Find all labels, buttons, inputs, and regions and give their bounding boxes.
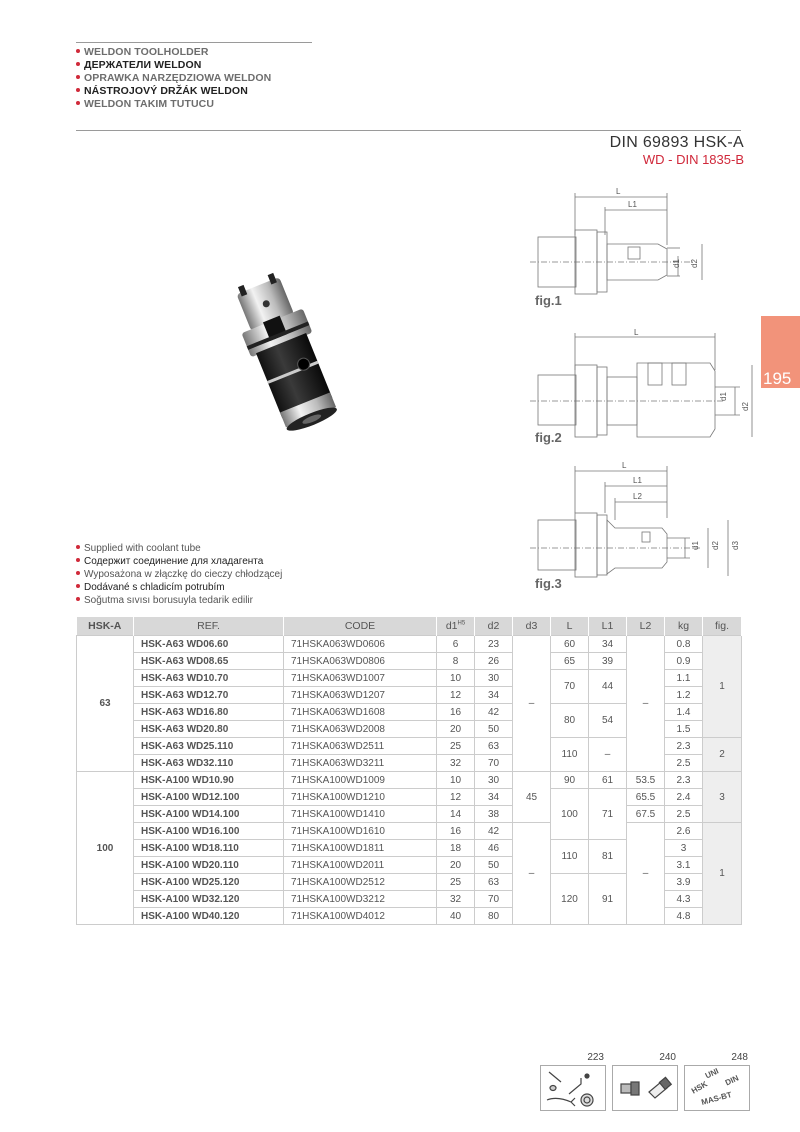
feature-list: [76, 542, 282, 607]
technical-drawing-fig2: [530, 325, 760, 445]
bullet-icon: [76, 545, 80, 549]
table-row: HSK-A63 WD20.80 71HSKA063WD2008 20 50 1.5: [77, 721, 742, 738]
table-row: HSK-A100 WD14.100 71HSKA100WD1410 14 38 67.5 2.5: [77, 806, 742, 823]
table-row: HSK-A100 WD40.120 71HSKA100WD4012 40 80 4.8: [77, 908, 742, 925]
bullet-icon: [76, 558, 80, 562]
tools-icon: [540, 1065, 606, 1111]
col-fig: fig.: [703, 617, 742, 636]
feature-tr: Soğutma sıvısı borusuyla tedarik edilir: [76, 594, 282, 607]
title-tr: WELDON TAKIM TUTUCU: [76, 98, 271, 111]
svg-text:d3: d3: [731, 541, 740, 550]
svg-text:d2: d2: [741, 402, 750, 411]
fig3-label: fig.3: [535, 576, 562, 591]
feature-ru: Содержит соединение для хладагента: [76, 555, 282, 568]
svg-text:d1: d1: [719, 392, 728, 401]
fig2-label: fig.2: [535, 430, 562, 445]
fig1-label: fig.1: [535, 293, 562, 308]
standard-heading: [610, 134, 744, 167]
table-row: HSK-A63 WD32.110 71HSKA063WD3211 32 70 2.5: [77, 755, 742, 772]
page-number-tab: [761, 316, 800, 388]
title-ru: ДЕРЖАТЕЛИ WELDON: [76, 59, 271, 72]
feature-pl: Wyposażona w złączkę do cieczy chłodzącej: [76, 568, 282, 581]
col-kg: kg: [665, 617, 703, 636]
title-cz: NÁSTROJOVÝ DRŽÁK WELDON: [76, 85, 271, 98]
dim-L: L: [634, 328, 639, 337]
header-rule: [76, 130, 741, 131]
table-row: HSK-A100 WD25.120 71HSKA100WD2512 25 63 120 91 3.9: [77, 874, 742, 891]
col-ref: REF.: [134, 617, 284, 636]
bullet-icon: [76, 101, 80, 105]
bullet-icon: [76, 75, 80, 79]
col-L1: L1: [589, 617, 627, 636]
product-photo: [228, 272, 358, 447]
table-row: HSK-A63 WD16.80 71HSKA063WD1608 16 42 80 54 1.4: [77, 704, 742, 721]
table-header: [77, 617, 742, 636]
holder-standards-icon: UNI DIN HSK MAS-BT: [684, 1065, 750, 1111]
spec-table: [76, 617, 742, 925]
product-titles: [76, 46, 271, 111]
accessory-page: 223: [587, 1052, 604, 1063]
dim-L: L: [616, 187, 621, 196]
dim-L1: L1: [628, 200, 637, 209]
bullet-icon: [76, 597, 80, 601]
svg-text:d1: d1: [672, 259, 681, 268]
table-row: HSK-A63 WD12.70 71HSKA063WD1207 12 34 1.2: [77, 687, 742, 704]
bullet-icon: [76, 584, 80, 588]
accessory-page: 248: [731, 1052, 748, 1063]
col-code: CODE: [284, 617, 437, 636]
col-d1: $d1^{H5}$: [437, 617, 475, 636]
table-row: HSK-A100 WD18.110 71HSKA100WD1811 18 46 110 81 3: [77, 840, 742, 857]
top-rule: [76, 42, 312, 43]
hsk-size: 63: [77, 636, 134, 772]
title-pl: OPRAWKA NARZĘDZIOWA WELDON: [76, 72, 271, 85]
page-number: 195: [763, 369, 792, 388]
accessory-ref-248[interactable]: [684, 1052, 750, 1112]
table-row: HSK-A100 WD12.100 71HSKA100WD1210 12 34 100 71 65.5 2.4: [77, 789, 742, 806]
feature-cz: Dodávané s chladicím potrubím: [76, 581, 282, 594]
col-d3: d3: [513, 617, 551, 636]
table-row: HSK-A100 WD20.110 71HSKA100WD2011 20 50 3.1: [77, 857, 742, 874]
svg-text:d2: d2: [690, 259, 699, 268]
title-en: WELDON TOOLHOLDER: [76, 46, 271, 59]
table-row: HSK-A63 WD10.70 71HSKA063WD1007 10 30 70 44 1.1: [77, 670, 742, 687]
col-hsk: HSK-A: [77, 617, 134, 636]
bullet-icon: [76, 571, 80, 575]
bullet-icon: [76, 49, 80, 53]
accessory-ref-223[interactable]: [540, 1052, 606, 1112]
accessory-page: 240: [659, 1052, 676, 1063]
col-L: L: [551, 617, 589, 636]
table-row: 100 HSK-A100 WD10.90 71HSKA100WD1009 10 30 45 90 61 53.5 2.3 3: [77, 772, 742, 789]
accessory-ref-240[interactable]: [612, 1052, 678, 1112]
svg-text:d1: d1: [691, 541, 700, 550]
technical-drawing-fig3: [530, 458, 750, 588]
bullet-icon: [76, 88, 80, 92]
dim-L1: L1: [633, 476, 642, 485]
dim-L: L: [622, 461, 627, 470]
bullet-icon: [76, 62, 80, 66]
table-row: HSK-A100 WD16.100 71HSKA100WD1610 16 42 – – 2.6 1: [77, 823, 742, 840]
technical-drawing-fig1: [530, 185, 705, 310]
col-L2: L2: [627, 617, 665, 636]
table-row: HSK-A63 WD25.110 71HSKA063WD2511 25 63 110 – 2.3 2: [77, 738, 742, 755]
table-row: HSK-A100 WD32.120 71HSKA100WD3212 32 70 4.3: [77, 891, 742, 908]
standard-subtitle: WD - DIN 1835-B: [642, 152, 744, 167]
svg-text:d2: d2: [711, 541, 720, 550]
dim-L2: L2: [633, 492, 642, 501]
collet-nut-icon: [612, 1065, 678, 1111]
feature-en: Supplied with coolant tube: [76, 542, 282, 555]
table-row: HSK-A63 WD08.65 71HSKA063WD0806 8 26 65 39 0.9: [77, 653, 742, 670]
hsk-size: 100: [77, 772, 134, 925]
table-row: 63 HSK-A63 WD06.60 71HSKA063WD0606 6 23 – 60 34 – 0.8 1: [77, 636, 742, 653]
standard-title: DIN 69893 HSK-A: [609, 134, 744, 151]
col-d2: d2: [475, 617, 513, 636]
